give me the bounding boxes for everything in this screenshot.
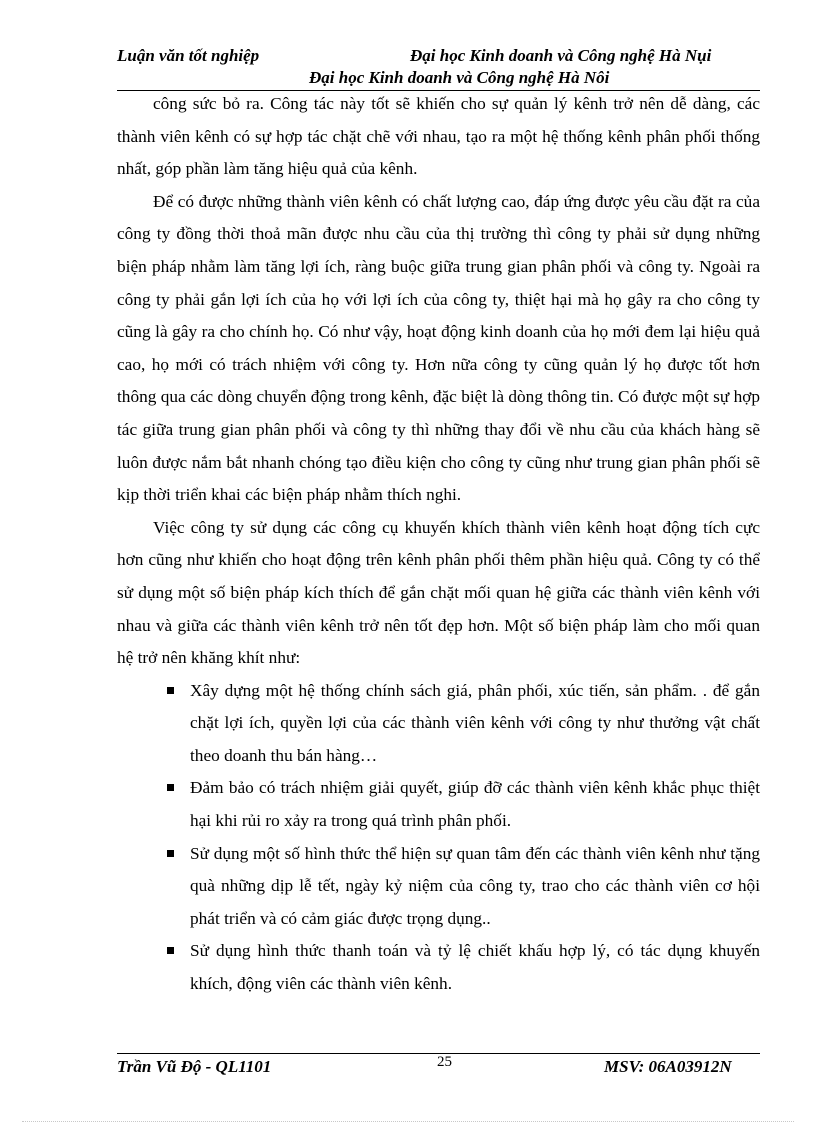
- square-bullet-icon: [167, 850, 174, 857]
- measures-list: [117, 675, 760, 1001]
- paragraph: Để có được những thành viên kênh có chất lượng cao, đáp ứng được yêu cầu đặt ra của công ty đồng thời thoả mãn được nhu cầu của thị trường thì công ty phải sử dụng những biện pháp nhằm làm tăng lợi ích, ràng buộc giữa trung gian phân phối và công ty. Ngoài ra công ty phải gắn lợi ích của họ với lợi ích của công ty, thiệt hại mà họ gây ra cho công ty cũng là gây ra cho chính họ. Có như vậy, hoạt động kinh doanh của họ mới đem lại hiệu quả cao, họ mới có trách nhiệm với công ty. Hơn nữa công ty cũng quản lý họ được tốt hơn thông qua các dòng chuyển động trong kênh, đặc biệt là dòng thông tin. Có được một sự hợp tác giữa trung gian phân phối và công ty thì những thay đổi về nhu cầu của khách hàng sẽ luôn được nắm bắt nhanh chóng tạo điều kiện cho công ty cũng như trung gian phân phối sẽ kịp thời triển khai các biện pháp nhằm thích nghi.: [117, 191, 760, 505]
- list-item-text: Sử dụng một số hình thức thể hiện sự quan tâm đến các thành viên kênh như tặng quà những dịp lễ tết, ngày kỷ niệm của công ty, trao cho các thành viên cơ hội phát triển và có cảm giác được trọng dụng..: [190, 843, 760, 928]
- square-bullet-icon: [167, 784, 174, 791]
- square-bullet-icon: [167, 947, 174, 954]
- document-body: [117, 88, 760, 1001]
- list-item: [117, 772, 760, 837]
- square-bullet-icon: [167, 687, 174, 694]
- header-university-name: Đại học Kinh doanh và Công nghệ Hà Nụi: [410, 46, 712, 65]
- header-thesis-label: Luận văn tốt nghiệp: [117, 46, 260, 65]
- paragraph-continued: công sức bỏ ra. Công tác này tốt sẽ khiến cho sự quản lý kênh trở nên dễ dàng, các thành viên kênh có sự hợp tác chặt chẽ với nhau, tạo ra một hệ thống kênh phân phối thống nhất, góp phần làm tăng hiệu quả của kênh.: [117, 94, 760, 179]
- list-item: [117, 838, 760, 936]
- list-item-text: Xây dựng một hệ thống chính sách giá, phân phối, xúc tiến, sản phẩm. . để gắn chặt lợi ích, quyền lợi của các thành viên kênh với công ty như thưởng vật chất theo doanh thu bán hàng…: [190, 680, 760, 765]
- page-number: 25: [437, 1054, 452, 1070]
- paragraph: Việc công ty sử dụng các công cụ khuyến khích thành viên kênh hoạt động tích cực hơn cũng như khiến cho hoạt động trên kênh phân phối thêm phần hiệu quả. Công ty có thể sử dụng một số biện pháp kích thích để gắn chặt mối quan hệ giữa các thành viên kênh với nhau và giữa các thành viên kênh trở nên tốt đẹp hơn. Một số biện pháp làm cho mối quan hệ trở nên khăng khít như:: [117, 517, 760, 668]
- page-bottom-border: [22, 1121, 794, 1122]
- list-item: [117, 935, 760, 1000]
- list-item: [117, 675, 760, 773]
- footer-author: Trần Vũ Độ - QL1101: [117, 1057, 272, 1076]
- list-item-text: Đảm bảo có trách nhiệm giải quyết, giúp đỡ các thành viên kênh khắc phục thiệt hại khi rủi ro xảy ra trong quá trình phân phối.: [190, 778, 760, 831]
- header-university-subtitle: Đại học Kinh doanh và Công nghệ Hà Nôi: [309, 68, 610, 87]
- footer-student-id: MSV: 06A03912N: [604, 1057, 732, 1076]
- list-item-text: Sử dụng hình thức thanh toán và tỷ lệ chiết khấu hợp lý, có tác dụng khuyến khích, động viên các thành viên kênh.: [190, 941, 760, 994]
